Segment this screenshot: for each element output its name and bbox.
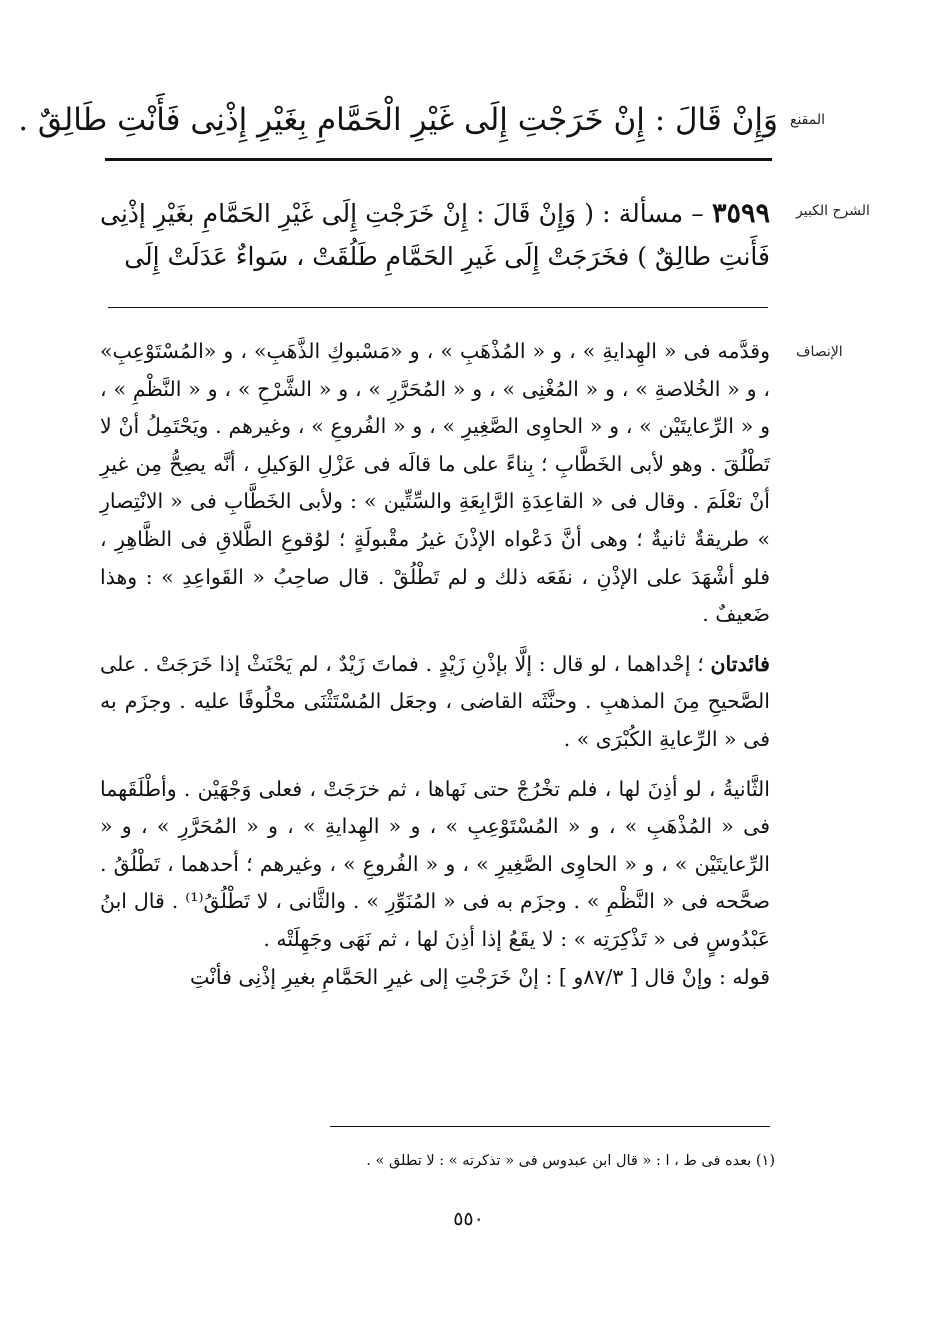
sharh-text bbox=[100, 192, 770, 278]
muqni-label: المقنع bbox=[790, 112, 826, 128]
section-divider bbox=[108, 307, 768, 308]
page-number: ٥٥٠ bbox=[453, 1208, 484, 1230]
paragraph-lead: فائدتان bbox=[710, 651, 770, 676]
paragraph-body: قوله : وإنْ قال [ ٨٧/٣و ] : إنْ خَرَجْتِ إلى غيرِ الحَمَّامِ بغيرِ إذْنِى فأنْتِ bbox=[190, 964, 770, 989]
footnote: (١) بعده فى ط ، ا : « قال ابن عبدوس فى « تذكرته » : لا تطلق » . bbox=[366, 1153, 775, 1169]
issue-number: ٣٥٩٩ bbox=[711, 198, 770, 229]
insaf-paragraph bbox=[100, 959, 770, 997]
sharh-label: الشرح الكبير bbox=[796, 203, 870, 219]
insaf-label: الإنصاف bbox=[796, 344, 843, 360]
section-divider bbox=[105, 158, 772, 161]
paragraph-body: ؛ إحْداهما ، لو قال : إلَّا بإذْنِ زَيْدٍ . فماتَ زَيْدٌ ، لم يَحْنَثْ إذا خَرَجَتْ . على الصَّحيحِ مِنَ المذهبِ . وحنَّثَه القاضى ، وجعَل المُسْتَثْنَى محْلُوفًا عليه . وجزَم به فى « الرِّعايةِ الكُبْرَى » . bbox=[100, 651, 770, 751]
insaf-paragraph bbox=[100, 333, 770, 634]
insaf-paragraph bbox=[100, 771, 770, 959]
insaf-paragraph bbox=[100, 646, 770, 759]
muqni-text: وَإِنْ قَالَ : إِنْ خَرَجْتِ إِلَى غَيْرِ الْحَمَّامِ بِغَيْرِ إِذْنِى فَأَنْتِ طَالِقٌ . bbox=[18, 102, 778, 138]
sharh-body: – مسألة : ( وَإِنْ قَالَ : إِنْ خَرَجْتِ إِلَى غَيْرِ الحَمَّامِ بغَيْرِ إذْنِى فَأَنتِ طالِقٌ ) فخَرَجَتْ إِلَى غَيرِ الحَمَّامِ طَلُقَتْ ، سَواءٌ عَدَلَتْ إِلَى bbox=[100, 199, 770, 271]
paragraph-body: الثَّانيةُ ، لو أذِنَ لها ، فلم تخْرُجْ حتى نَهاها ، ثم خرَجَتْ ، فعلى وَجْهَيْن . وأطْلَقَهما فى « المُذْهَبِ » ، و « المُسْتَوْعِبِ » ، و « الهِدايةِ » ، و « المُحَرَّرِ » ، و « الرِّعايتَيْن » ، و « الحاوِى الصَّغِيرِ » ، و « الفُروعِ » ، وغيرهم ؛ أحدهما ، تَطْلُقُ . صحَّحه فى « النَّظْمِ » . وجزَم به فى « المُنَوِّرِ » . والثَّانى ، لا تَطْلُقُ⁽¹⁾ . قال ابنُ عَبْدُوسٍ فى « تَذْكِرَتِه » : لا يقَعُ إذا أذِنَ لها ، ثم نَهَى وجَهِلَتْه . bbox=[100, 776, 770, 951]
footnote-divider bbox=[330, 1126, 770, 1127]
paragraph-body: وقدَّمه فى « الهِدايةِ » ، و « المُذْهَبِ » ، و «مَسْبوكِ الذَّهَبِ» ، و «المُسْتَوْعِبِ» ، و « الخُلاصةِ » ، و « المُغْنِى » ، و « المُحَرَّرِ » ، و « الشَّرْحِ » ، و « النَّظْمِ » ، و « الرِّعايتَيْن » ، و « الحاوِى الصَّغِيرِ » ، و « الفُروعِ » ، وغيرهم . ويَحْتَمِلُ أنْ لا تَطْلُقَ . وهو لأبى الخَطَّابِ ؛ بِناءً على ما قالَه فى عَزْلِ الوَكيلِ ، أنَّه يصِحُّ مِن غيرِ أنْ تعْلَمَ . وقال فى « القاعِدَةِ الرَّابِعَةِ والسِّتِّين » : ولأبى الخَطَّابِ فى « الانْتِصارِ » طريقةٌ ثانيةٌ ؛ وهى أنَّ دَعْواه الإذْنَ غيرُ مقْبولَةٍ ؛ لوُقوعِ الطَّلاقِ فى الظَّاهِرِ ، فلو أشْهَدَ على الإذْنِ ، نفَعَه ذلك و لم تَطْلُقْ . قال صاحِبُ « القَواعِدِ » : وهذا ضَعيفٌ . bbox=[100, 339, 770, 627]
insaf-text bbox=[100, 333, 770, 996]
